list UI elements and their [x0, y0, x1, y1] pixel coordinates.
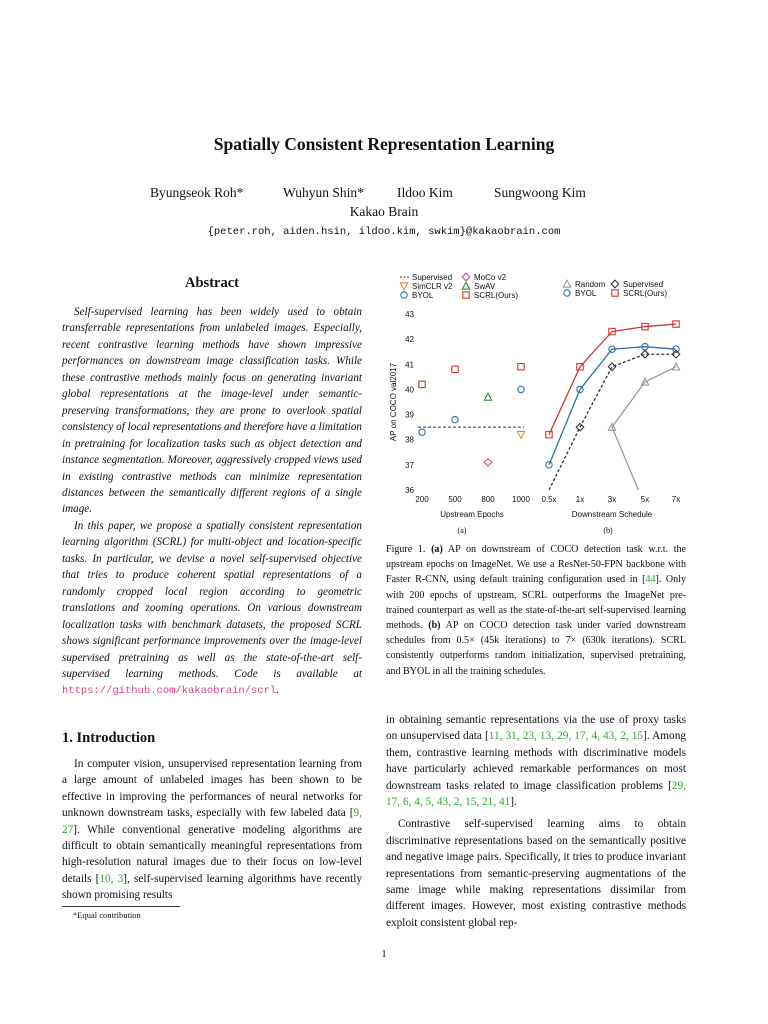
- y-tick-label: 41: [405, 360, 414, 370]
- caption-a-label: (a): [431, 544, 443, 555]
- x-tick-label: 1000: [512, 495, 530, 504]
- y-tick-label: 42: [405, 335, 414, 345]
- legend-swatch-byol: [564, 290, 570, 296]
- right-text-a: in obtaining semantic representations via the use of proxy tasks on unsupervised data [: [386, 714, 686, 743]
- abstract-body: [62, 304, 362, 700]
- y-tick-label: 37: [405, 460, 414, 470]
- y-tick-label: 36: [405, 486, 414, 495]
- author-2: Wuhyun Shin*: [283, 185, 364, 200]
- page-number: 1: [381, 948, 387, 960]
- citation[interactable]: 29, 17, 6, 4, 5, 43, 2, 15, 21, 41: [386, 779, 686, 809]
- legend-swatch-scrl-ours: [463, 292, 469, 298]
- y-tick-label: 40: [405, 385, 414, 395]
- byol-point: [419, 429, 425, 435]
- caption-a-text: AP on downstream of COCO detection task w.r.t. the upstream epochs on ImageNet. We use a ResNet-50-FPN backbone with Faster R-CNN, using default training configuration used in [: [386, 544, 686, 586]
- right-text-b: ]. Among them, contrastive learning methods with discriminative models have particularly achieved remarkable performances on most downstream tasks related to image classification problems [: [386, 730, 686, 792]
- caption-c-text: AP on COCO detection task under varied downstream schedules from 0.5× (45k iterations) to 7× (630k iterations). SCRL consistently outperforms random initialization, supervised pretraining, and BYOL in all the training schedules.: [386, 620, 686, 677]
- scrl-ours-point: [546, 431, 552, 437]
- abstract-paragraph-2: In this paper, we propose a spatially consistent representation learning algorithm (SCRL) for multi-object and location-specific tasks. In particular, we devise a novel self-supervised objective that tries to produce coherent spatial representations of a randomly cropped local region according to geometric translations and zooming operations. On various downstream localization tasks with benchmark datasets, the proposed SCRL shows significant performance improvements over the image-level supervised pretraining as well as the state-of-the-art self-supervised learning methods. Code is available at https://github.com/kakaobrain/scrl.: [62, 519, 362, 698]
- y-tick-label: 39: [405, 410, 414, 420]
- citation[interactable]: 9, 27: [62, 807, 362, 836]
- x-tick-label: 0.5x: [541, 495, 557, 504]
- legend-label-byol: BYOL: [412, 291, 434, 300]
- intro-heading: 1. Introduction: [62, 730, 156, 746]
- x-axis-label: Downstream Schedule: [571, 510, 653, 519]
- legend-label-scrl-ours: SCRL(Ours): [474, 291, 519, 300]
- citation[interactable]: 44: [645, 574, 656, 586]
- caption-b-text: ]. Only with 200 epochs of upstream, SCRL outperforms the ImageNet pre-trained counterpart as well as the state-of-the-art self-supervised learning methods.: [386, 574, 686, 632]
- author-4: Sungwoong Kim: [494, 185, 586, 200]
- scrl-ours-point: [518, 364, 524, 370]
- caption-label: Figure 1.: [386, 544, 426, 555]
- legend-swatch-byol: [401, 292, 407, 298]
- moco-v2-point: [484, 459, 492, 467]
- subfigure-label-b: (b): [603, 526, 613, 535]
- legend-label-moco-v2: MoCo v2: [474, 273, 507, 282]
- affiliation: Kakao Brain: [349, 204, 419, 219]
- right-paragraph-1: [386, 712, 686, 810]
- legend-label-swav: SwAV: [474, 282, 496, 291]
- abstract-paragraph-1: Self-supervised learning has been widely used to obtain transferrable representations from unlabeled images. Especially, recent contrastive learning methods have shown impressive performances on downstream image classification tasks. While these contrastive methods mainly focus on generating invariant global representations at the image-level under semantic-preserving transformations, they are prone to overlook spatial consistency of local representations and therefore have a limitation in pretraining for localization tasks such as object detection and instance segmentation. Moreover, aggressively cropped views used in existing contrastive methods can minimize representation distances between the semantically different regions of a single image.: [62, 306, 362, 516]
- x-tick-label: 5x: [640, 495, 650, 504]
- right-column-body: [386, 712, 686, 937]
- caption-b-label: (b): [428, 620, 441, 632]
- x-tick-label: 500: [448, 495, 462, 504]
- code-link[interactable]: https://github.com/kakaobrain/scrl: [62, 685, 277, 698]
- random-point: [672, 363, 679, 370]
- swav-point: [484, 393, 491, 400]
- legend-swatch-scrl-ours: [612, 290, 618, 296]
- citation[interactable]: 11, 31, 23, 13, 29, 17, 4, 43, 2, 15: [488, 730, 644, 743]
- y-axis-label: AP on COCO val2017: [389, 362, 398, 442]
- y-tick-label: 43: [405, 310, 414, 319]
- footnote: *Equal contribution: [73, 910, 141, 920]
- x-tick-label: 1x: [575, 495, 585, 504]
- chart-b: [541, 280, 680, 535]
- intro-text-c: ], self-supervised learning algorithms have recently shown promising results: [62, 872, 362, 902]
- legend-swatch-supervised: [611, 280, 619, 288]
- intro-paragraph-1: [62, 756, 362, 904]
- x-axis-label: Upstream Epochs: [440, 510, 504, 519]
- legend-label-simclr-v2: SimCLR v2: [412, 282, 453, 291]
- byol-point: [518, 386, 524, 392]
- intro-body: [62, 756, 362, 904]
- y-tick-label: 38: [405, 435, 414, 445]
- supervised-point: [608, 363, 616, 371]
- supervised-line: [549, 354, 676, 490]
- legend-swatch-simclr-v2: [400, 283, 407, 290]
- subfigure-label-a: (a): [457, 526, 467, 535]
- byol-point: [452, 416, 458, 422]
- legend-label-byol: BYOL: [575, 289, 597, 298]
- citation[interactable]: 10, 3: [99, 872, 124, 885]
- intro-text-a: In computer vision, unsupervised representation learning from a large amount of unlabeled images has been shown to be effective in improving the performances of neural networks for unknown downstream tasks, especially with few labeled data [: [62, 758, 362, 820]
- abstract-heading: Abstract: [185, 275, 239, 291]
- figure-1: [378, 268, 698, 540]
- right-text-c: ].: [510, 796, 517, 809]
- author-emails: {peter.roh, aiden.hsin, ildoo.kim, swkim}@kakaobrain.com: [207, 226, 561, 238]
- author-3: Ildoo Kim: [397, 185, 453, 200]
- x-tick-label: 3x: [607, 495, 617, 504]
- legend-swatch-random: [563, 280, 570, 287]
- scrl-ours-point: [419, 381, 425, 387]
- author-1: Byungseok Roh*: [150, 185, 244, 200]
- right-paragraph-2: Contrastive self-supervised learning aims to obtain discriminative representations based on the semantically positive and negative image pairs. Specifically, it tries to produce invariant representations from semantic-preserving augmentations of the same image while making representations dissimilar from different images. However, most existing contrastive methods exploit consistent global rep-: [386, 818, 686, 929]
- byol-line: [549, 347, 676, 465]
- x-tick-label: 7x: [671, 495, 681, 504]
- figure-caption: [386, 542, 686, 679]
- legend-swatch-swav: [462, 282, 469, 289]
- legend-label-supervised: Supervised: [412, 273, 453, 282]
- chart-a: [389, 273, 530, 535]
- x-tick-label: 800: [481, 495, 495, 504]
- legend-swatch-moco-v2: [462, 273, 470, 281]
- scrl-ours-point: [452, 366, 458, 372]
- legend-label-supervised: Supervised: [623, 280, 664, 289]
- intro-text-b: ]. While conventional generative modeling algorithms are difficult to obtain semantically meaningful representations from high-resolution natural images due to their focus on low-level details [: [62, 823, 362, 885]
- simclr-v2-point: [517, 431, 524, 438]
- legend-label-random: Random: [575, 280, 606, 289]
- x-tick-label: 200: [415, 495, 429, 504]
- legend-label-scrl-ours: SCRL(Ours): [623, 289, 668, 298]
- footnote-rule: [62, 906, 180, 907]
- paper-title: Spatially Consistent Representation Learning: [213, 134, 555, 154]
- abstract-paragraph-2-text: In this paper, we propose a spatially consistent representation learning algorithm (SCRL) for multi-object and location-specific tasks. In particular, we devise a novel self-supervised objective that tries to produce coherent spatial representations of a randomly cropped local region according to geometric translations and zooming operations. On various downstream localization tasks with benchmark datasets, the proposed SCRL shows significant performance improvements over the image-level supervised pretraining as well as the state-of-the-art self-supervised learning methods. Code is available at: [62, 519, 362, 680]
